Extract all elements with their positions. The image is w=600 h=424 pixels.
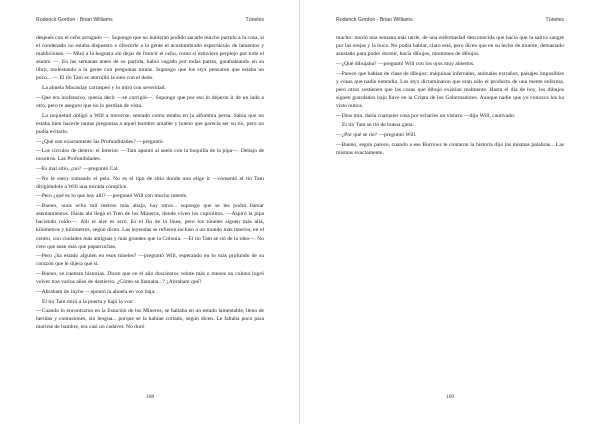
paragraph: La inquietud obligó a Will a moverse, sentado como estaba en la alfombra persa. Sabía que no estaba bien hacerle tantas preguntas a aquel hombre amable y bueno que parecía ser su tío, pero no podía evitarlo. [36,112,264,135]
header-title: Túneles [545,17,564,23]
right-page-header [336,17,564,27]
right-page-text [336,34,564,394]
paragraph: —¿Por qué se ríe? —preguntó Will. [336,132,417,138]
left-page-header [36,17,264,27]
paragraph: —Es mal sitio, ¿no? —preguntó Cal. [36,165,119,172]
paragraph: El tío Tam miró a la puerta y bajó la voz: [42,298,134,305]
paragraph: —No te estoy tomando el pelo. No es el tipo de sitio donde uno elige ir —comentó el tío Tam dirigiéndole a Will una mirada cómplice. [36,175,264,190]
paragraph: —Bueno, se cuentan historias. Dicen que en el año doscientos veinte más o menos un colono logró volver tras varios años de destierro. ¿Cómo se llamaba...? ¿Abraham qué? [36,271,264,286]
paragraph: —Cuando lo encontraron en la Estación de los Mineros, se hallaba en un estado lamentable, lleno de heridas y contusiones, sin lengua... porque se la habían cortado, según dicen. Le faltaba poco para morirse de hambre, era casi un cadáver. No duró [36,308,264,331]
paragraph: —Que era inofensivo, quería decir —se corrigió—. Supongo que por eso lo dejaron ir de un lado a otro, pero te aseguro que no lo perdían de vista. [36,94,264,109]
paragraph: —Bueno, según parece, cuando a ese Burrows le contaron la historia dijo las mismas palabras... Las mismas exactamente. [336,141,564,156]
paragraph: después con el ceño arrugado —. Supongo que no hubieran podido sacarle mucho partido a la cosa, si el condenado no estaba dispuesto a ofrecerle a la gente el acostumbrado espectáculo de lamentos y maldiciones. — Miró a la hoguera sin dejar de fruncir el ceño, como si estuviera perplejo por todo el asunto —. En las semanas antes de su partida, había vagado por todas partes, garabateando en su libro, molestando a la gente con preguntas tontas. Supongo que los styx pensaron que estaba un poco... — El tío Tam se atornilló la sien con el dedo. [36,35,264,82]
right-page [300,0,600,424]
header-title: Túneles [245,17,264,23]
paragraph: —¿Qué son exactamente las Profundidades? —preguntó. [36,138,164,145]
paragraph: —Parece que habían de clase de dibujos: máquinas infernales, animales extraños, paisajes imposibles y cosas que nadie entendía. Los styx dictaminaron que eran sólo el producto de una mente enferma, pero otros sostienen que las cosas que dibujó existían realmente. Hasta el día de hoy, los dibujos siguen guardados bajo llave en la Cripta de los Gobernadores. Aunque nadie que yo conozca los ha visto nunca. [336,70,564,109]
paragraph: —Bueno, unos ocho mil metros más abajo, hay otros... supongo que se les podrá llamar asentamientos. Hasta ahí llega el Tren de los Mineros, donde viven los coprolitos. —Aspiró la pipa haciendo ruido—. Allí el aire es acre. Es el fin de la línea, pero los túneles siguen más allá, kilómetros y kilómetros, según dicen. Las leyendas se refieren incluso a un mundo más interior, en el centro, con ciudades más antiguas y más grandes que la Colonia. —El tío Tam se rió de la idea—. No creo que sean más que paparruchas. [36,203,264,250]
paragraph: —¿Qué dibujaba? —preguntó Will con los ojos muy abiertos. [336,60,475,67]
paragraph: —Pero ¿ha estado alguien en esos túneles? —preguntó Will, esperando en lo más profundo de su corazón que le dijera que sí. [36,253,264,268]
paragraph: —Abraham de Jaybo —apuntó la abuela en voz baja. [36,288,156,295]
header-author: Roderick Gordon · Brian Williams [336,17,413,23]
paragraph: La abuela Macaulay carraspeó y lo miró con severidad. [42,85,166,92]
paragraph: El tío Tam se rió de buena gana. [342,122,414,129]
header-author: Roderick Gordon · Brian Williams [36,17,113,23]
page-number: 169 [445,394,455,400]
left-page-text [36,34,264,394]
paragraph: —Pero ¿qué es lo que hay allí? —preguntó Will con mucho interés. [36,193,188,200]
paragraph: —Los círculos de dentro: el Interior. —Tam apuntó al suelo con la boquilla de la pipa—. Debajo de nosotros. Las Profundidades. [36,148,264,163]
page-number: 168 [145,394,155,400]
paragraph: —Dios mío, daría cualquier cosa por echarles un vistazo —dijo Will, cautivado. [336,112,516,119]
paragraph: mucho: murió una semana más tarde, de una enfermedad desconocida que hacía que la saliva sangre por las orejas y la boca. No podía hablar, claro está, pero dicen que en su lecho de muerte, demasiado asustado para poder dormir, hacía dibujos, montones de dibujos. [336,35,564,58]
